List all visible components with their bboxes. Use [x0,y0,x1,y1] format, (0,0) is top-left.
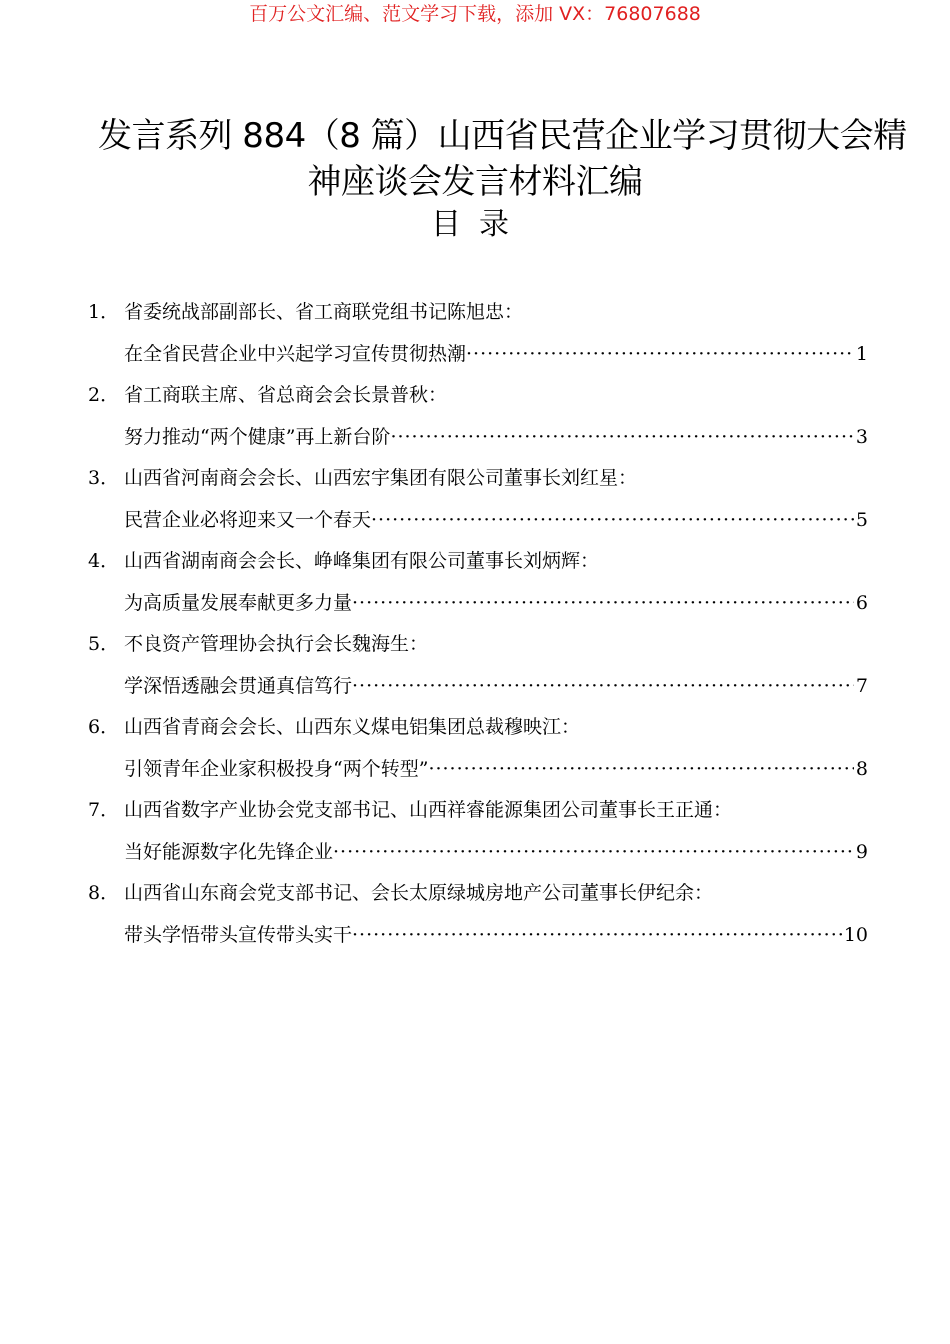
toc-page-number: 9 [855,841,868,863]
toc-topic-text: 民营企业必将迎来又一个春天 [124,509,372,531]
dot-leader [333,831,854,873]
toc-speaker-text: 省工商联主席、省总商会会长景普秋： [124,384,448,406]
toc-topic-text: 带头学悟带头宣传带头实干 [124,924,353,946]
toc-entry [88,458,868,541]
toc-topic-text: 引领青年企业家积极投身“两个转型” [124,758,429,780]
toc-number: 7． [88,799,120,821]
toc-topic-text: 为高质量发展奉献更多力量 [124,592,353,614]
toc-entry [88,624,868,707]
toc-number: 3． [88,467,120,489]
dot-leader [428,748,853,790]
toc-number: 4． [88,550,120,572]
toc-speaker-text: 山西省湖南商会会长、峥峰集团有限公司董事长刘炳辉： [124,550,600,572]
toc-topic-link[interactable] [88,748,868,790]
toc-page-number: 3 [855,426,868,448]
toc-speaker-text: 山西省河南商会会长、山西宏宇集团有限公司董事长刘红星： [124,467,638,489]
toc-topic-link[interactable] [88,416,868,458]
toc-topic-link[interactable] [88,499,868,541]
toc-speaker [88,541,868,582]
toc-entry [88,541,868,624]
toc-entry [88,873,868,956]
toc-page-number: 7 [855,675,868,697]
dot-leader [371,499,854,541]
toc-page-number: 8 [855,758,868,780]
dot-leader [352,582,854,624]
toc-speaker [88,458,868,499]
toc-speaker-text: 不良资产管理协会执行会长魏海生： [124,633,429,655]
toc-page-number: 1 [855,343,868,365]
toc-topic-text: 当好能源数字化先锋企业 [124,841,334,863]
toc-speaker [88,790,868,831]
dot-leader [352,665,854,707]
watermark-banner: 百万公文汇编、范文学习下载，添加 VX：76807688 [249,3,701,25]
toc-speaker [88,624,868,665]
toc-entry [88,790,868,873]
toc-speaker-text: 山西省数字产业协会党支部书记、山西祥睿能源集团公司董事长王正通： [124,799,733,821]
toc-page-number: 6 [855,592,868,614]
toc-speaker [88,292,868,333]
document-title-line-1: 发言系列 884（8 篇）山西省民营企业学习贯彻大会精 [98,116,907,156]
toc-page-number: 5 [855,509,868,531]
toc-speaker [88,873,868,914]
table-of-contents [88,292,868,956]
toc-topic-text: 学深悟透融会贯通真信笃行 [124,675,353,697]
toc-speaker-text: 山西省青商会会长、山西东义煤电铝集团总裁穆映江： [124,716,581,738]
dot-leader [466,333,854,375]
toc-topic-link[interactable] [88,831,868,873]
toc-page-number: 10 [843,924,868,946]
toc-topic-text: 努力推动“两个健康”再上新台阶 [124,426,391,448]
toc-number: 6． [88,716,120,738]
toc-topic-link[interactable] [88,582,868,624]
toc-entry [88,375,868,458]
toc-entry [88,707,868,790]
toc-number: 1． [88,301,120,323]
toc-speaker-text: 山西省山东商会党支部书记、会长太原绿城房地产公司董事长伊纪余： [124,882,714,904]
toc-speaker [88,375,868,416]
document-title-line-2: 神座谈会发言材料汇编 [307,162,643,202]
toc-number: 8． [88,882,120,904]
dot-leader [390,416,853,458]
toc-topic-link[interactable] [88,665,868,707]
toc-number: 2． [88,384,120,406]
toc-topic-link[interactable] [88,914,868,956]
toc-topic-link[interactable] [88,333,868,375]
toc-topic-text: 在全省民营企业中兴起学习宣传贯彻热潮 [124,343,467,365]
toc-heading: 目录 [431,207,527,242]
toc-entry [88,292,868,375]
toc-speaker [88,707,868,748]
toc-speaker-text: 省委统战部副部长、省工商联党组书记陈旭忠： [124,301,524,323]
toc-number: 5． [88,633,120,655]
dot-leader [352,914,842,956]
